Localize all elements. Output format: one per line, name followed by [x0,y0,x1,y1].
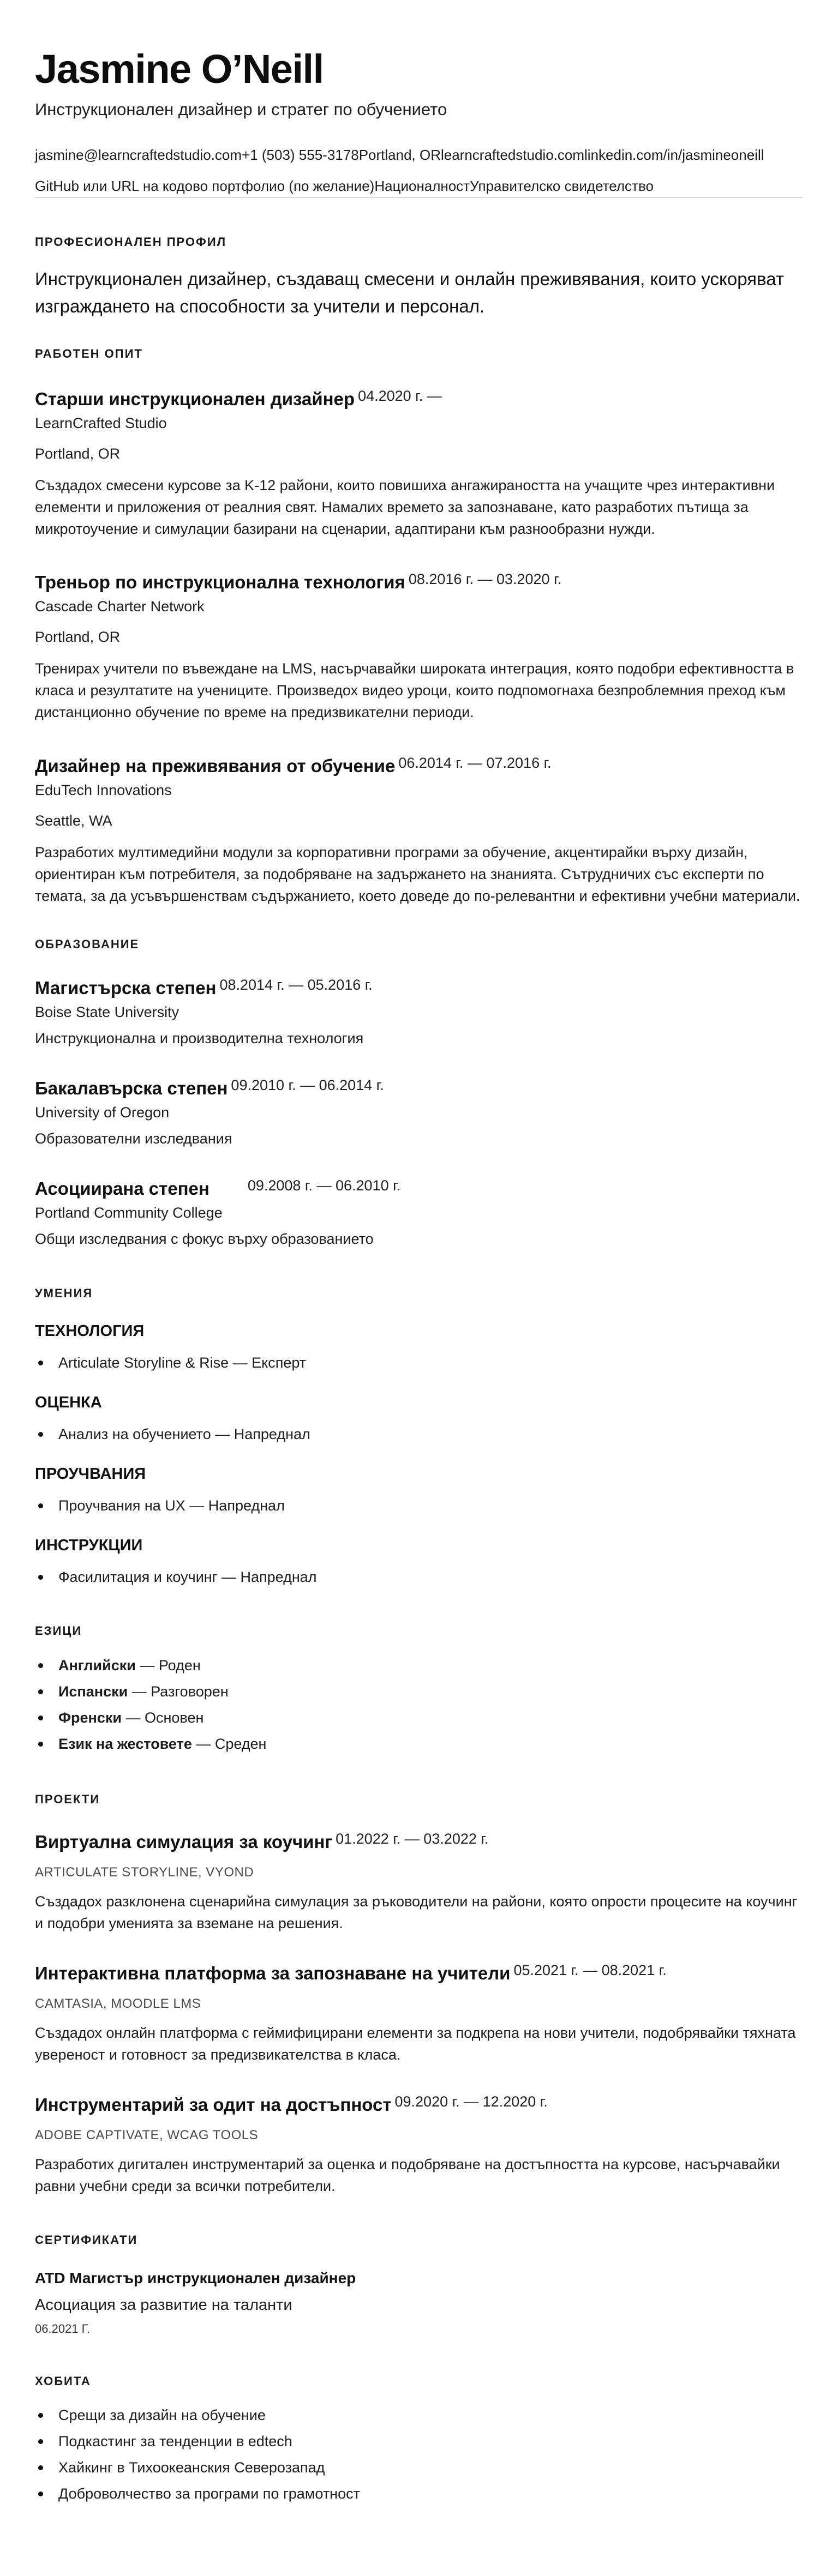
skills-section [35,1285,803,1588]
education-entry [35,973,803,1049]
project-tech: ADOBE CAPTIVATE, WCAG TOOLS [35,2128,259,2142]
field-of-study: Общи изследвания с фокус върху образованието [35,1231,374,1247]
project-entry [35,1827,803,1934]
project-title: Интерактивна платформа за запознаване на учители [35,1963,511,1983]
degree-row [35,973,803,1000]
field-of-study: Образователни изследвания [35,1130,232,1147]
skill-item: Articulate Storyline & Rise — Експерт [35,1352,803,1374]
job-title: Треньор по инструкционална технология [35,572,405,592]
skill-list [35,1495,803,1516]
certification-title: ATD Магистър инструкционален дизайнер [35,2270,356,2286]
job-title-row [35,567,803,594]
project-title-row [35,2090,803,2117]
language-item [35,1678,803,1705]
language-level: — Разговорен [128,1683,229,1700]
contact-email[interactable]: jasmine@learncraftedstudio.com [35,147,242,163]
language-item [35,1731,803,1757]
language-item [35,1705,803,1731]
field-of-study: Инструкционална и производителна технология [35,1030,364,1046]
school: Portland Community College [35,1205,223,1221]
work-section [35,346,803,907]
project-tech: ARTICULATE STORYLINE, VYOND [35,1865,254,1880]
job-location: Portland, OR [35,446,121,462]
job-entry [35,751,803,907]
job-company: EduTech Innovations [35,782,172,798]
contact-linkedin[interactable]: linkedin.com/in/jasmineoneill [584,147,764,163]
hobby-item: Срещи за дизайн на обучение [35,2402,803,2428]
job-dates: 06.2014 г. — 07.2016 г. [398,755,552,771]
profile-section [35,234,803,320]
school: University of Oregon [35,1104,170,1121]
skill-category: ИНСТРУКЦИИ [35,1537,143,1554]
language-level: — Роден [135,1657,201,1674]
section-heading: ПРОФЕСИОНАЛЕН ПРОФИЛ [35,235,227,249]
certification-issuer: Асоциация за развитие на таланти [35,2296,292,2314]
hobby-item: Подкастинг за тенденции в edtech [35,2428,803,2454]
section-heading: СЕРТИФИКАТИ [35,2233,138,2247]
language-item [35,1652,803,1678]
education-dates: 09.2010 г. — 06.2014 г. [231,1077,384,1093]
skill-category: ПРОУЧВАНИЯ [35,1465,146,1483]
job-description: Разработих мултимедийни модули за корпоративни програми за обучение, акцентирайки върху дизайн, ориентиран към потребителя, за подобряване на задържането на знанията. Сътрудничих със експерти по темата, за да усъвършенствам съдържанието, което доведе до по-релевантни и ефективни учебни материали. [35,844,800,904]
job-description: Създадох смесени курсове за K-12 райони, които повишиха ангажираността на учащите чрез интерактивни елементи и приложения от реалния свят. Намалих времето за запознаване, като разработих пътища за микротоучение и симулации базирани на сценарии, адаптирани към разнообразни нужди. [35,477,775,537]
project-title-row [35,1958,803,1985]
skill-category: ОЦЕНКА [35,1394,102,1411]
project-dates: 05.2021 г. — 08.2021 г. [513,1962,667,1978]
job-dates: 04.2020 г. — [358,388,442,404]
profile-summary: Инструкционален дизайнер, създаващ смесени и онлайн преживявания, които ускоряват изграждането на способности за учители и персонал. [35,269,784,316]
job-description: Тренирах учители по въвеждане на LMS, насърчавайки широката интеграция, която подобри ефективността в класа и резултатите на учениците. Произведох видео уроци, които подпомогнаха безпроблемния преход към дистанционно обучение по време на предизвикателни периоди. [35,660,794,720]
candidate-name: Jasmine O’Neill [35,46,324,92]
resume-header [35,47,803,198]
job-title-row [35,384,803,411]
skill-category: ТЕХНОЛОГИЯ [35,1322,145,1340]
education-dates: 08.2014 г. — 05.2016 г. [219,977,373,993]
project-title-row [35,1827,803,1854]
hobby-list [35,2402,803,2507]
degree-row [35,1173,803,1201]
section-heading: ЕЗИЦИ [35,1624,82,1638]
project-entry [35,1958,803,2066]
project-title: Инструментарий за одит на достъпност [35,2094,392,2115]
contact-info [35,140,803,202]
job-entry [35,384,803,540]
skill-item: Проучвания на UX — Напреднал [35,1495,803,1516]
contact-website[interactable]: learncraftedstudio.com [440,147,585,163]
section-heading: УМЕНИЯ [35,1286,93,1300]
section-heading: ХОБИТА [35,2374,91,2388]
language-list [35,1652,803,1757]
skill-item: Анализ на обучението — Напреднал [35,1423,803,1445]
section-heading: РАБОТЕН ОПИТ [35,347,143,360]
candidate-headline: Инструкционален дизайнер и стратег по обучението [35,100,447,119]
language-name: Английски [58,1657,136,1674]
job-entry [35,567,803,723]
degree: Бакалавърска степен [35,1078,228,1098]
job-dates: 08.2016 г. — 03.2020 г. [408,571,562,587]
degree-row [35,1073,803,1100]
projects-section [35,1791,803,2197]
project-description: Разработих дигитален инструментарий за оценка и подобряване на достъпността на курсове, насърчавайки равни учебни среди за всички потребители. [35,2156,780,2194]
project-description: Създадох разклонена сценарийна симулация за ръководители на райони, която опрости процесите на коучинг и подобри уменията за вземане на решения. [35,1893,798,1931]
job-title: Дизайнер на преживявания от обучение [35,756,396,776]
languages-section [35,1623,803,1757]
certification-date: 06.2021 Г. [35,2322,90,2336]
job-title: Старши инструкционален дизайнер [35,389,355,409]
project-tech: CAMTASIA, MOODLE LMS [35,1996,201,2011]
project-dates: 01.2022 г. — 03.2022 г. [336,1831,489,1847]
contact-nationality: Националност [374,178,470,194]
school: Boise State University [35,1004,179,1020]
contact-phone[interactable]: +1 (503) 555-3178 [242,147,359,163]
hobbies-section [35,2373,803,2507]
language-name: Френски [58,1710,122,1726]
education-section [35,936,803,1250]
job-company: LearnCrafted Studio [35,415,167,431]
job-location: Portland, OR [35,629,121,645]
hobby-item: Хайкинг в Тихоокеанския Северозапад [35,2454,803,2481]
language-name: Испански [58,1683,128,1700]
job-title-row [35,751,803,778]
section-heading: ОБРАЗОВАНИЕ [35,937,140,951]
contact-location: Portland, OR [358,147,441,163]
job-location: Seattle, WA [35,812,112,829]
education-entry [35,1073,803,1149]
contact-github[interactable]: GitHub или URL на кодово портфолио (по желание) [35,178,375,194]
degree: Асоциирана степен [35,1178,210,1199]
certifications-section [35,2232,803,2337]
skill-list [35,1352,803,1374]
degree: Магистърска степен [35,978,217,998]
project-title: Виртуална симулация за коучинг [35,1832,333,1852]
contact-license: Управителско свидетелство [470,178,654,194]
project-entry [35,2090,803,2197]
language-name: Език на жестовете [58,1736,192,1752]
skill-list [35,1423,803,1445]
project-description: Създадох онлайн платформа с геймифицирани елементи за подкрепа на нови учители, подобрявайки тяхната увереност и готовност за предизвикателства в класа. [35,2025,796,2063]
education-entry [35,1173,803,1250]
language-level: — Среден [191,1736,267,1752]
skill-item: Фасилитация и коучинг — Напреднал [35,1566,803,1588]
education-dates: 09.2008 г. — 06.2010 г. [247,1177,401,1194]
hobby-item: Доброволчество за програми по грамотност [35,2481,803,2507]
language-level: — Основен [122,1710,204,1726]
project-dates: 09.2020 г. — 12.2020 г. [394,2093,548,2110]
skill-list [35,1566,803,1588]
section-heading: ПРОЕКТИ [35,1792,100,1806]
job-company: Cascade Charter Network [35,598,205,615]
